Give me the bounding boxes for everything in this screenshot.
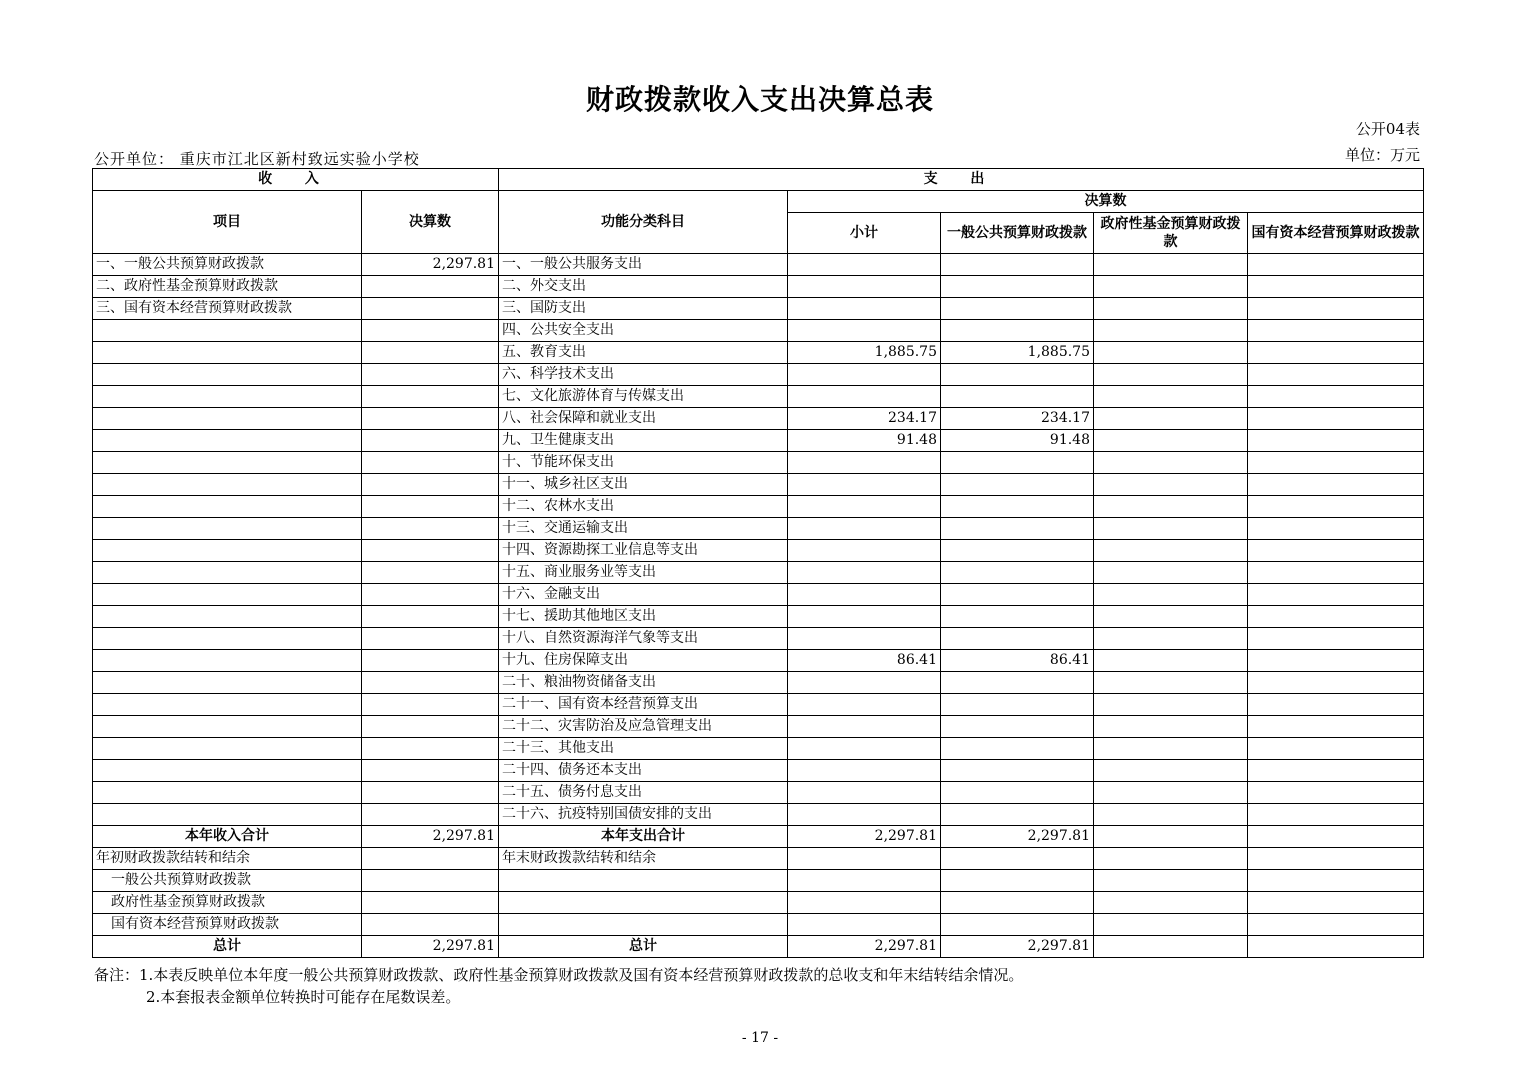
income-item — [93, 364, 362, 386]
income-amount — [362, 408, 499, 430]
table-row — [93, 804, 1424, 826]
state-capital-cell — [1248, 496, 1424, 518]
income-amount — [362, 298, 499, 320]
table-row — [93, 474, 1424, 496]
table-row — [93, 254, 1424, 276]
fund-budget-cell — [1094, 738, 1248, 760]
expense-total-label: 本年支出合计 — [499, 826, 788, 848]
state-capital-cell — [1248, 540, 1424, 562]
income-item — [93, 342, 362, 364]
income-item — [93, 452, 362, 474]
expense-item — [499, 892, 788, 914]
general-budget-cell — [941, 320, 1094, 342]
general-budget-cell — [941, 518, 1094, 540]
currency-unit: 单位：万元 — [1344, 146, 1420, 164]
fund-budget-cell — [1094, 826, 1248, 848]
notes — [94, 964, 1023, 1008]
carry-end-label: 年末财政拨款结转和结余 — [499, 848, 788, 870]
table-row — [93, 320, 1424, 342]
expense-header: 支 出 — [499, 169, 1424, 191]
state-capital-header: 国有资本经营预算财政拨款 — [1248, 213, 1424, 254]
income-item — [93, 386, 362, 408]
expense-item: 三、国防支出 — [499, 298, 788, 320]
income-amount — [362, 782, 499, 804]
income-item: 二、政府性基金预算财政拨款 — [93, 276, 362, 298]
subtotal-cell — [788, 298, 941, 320]
subtotal-cell — [788, 804, 941, 826]
general-budget-cell — [941, 584, 1094, 606]
income-amount — [362, 716, 499, 738]
income-total-label: 本年收入合计 — [93, 826, 362, 848]
income-item — [93, 408, 362, 430]
expense-item: 二十二、灾害防治及应急管理支出 — [499, 716, 788, 738]
income-amount — [362, 496, 499, 518]
table-row — [93, 342, 1424, 364]
subtotal-cell — [788, 452, 941, 474]
income-amount — [362, 562, 499, 584]
expense-item — [499, 870, 788, 892]
subtotal-cell: 91.48 — [788, 430, 941, 452]
subtotal-cell — [788, 496, 941, 518]
expense-item: 五、教育支出 — [499, 342, 788, 364]
fund-budget-cell — [1094, 254, 1248, 276]
income-amount — [362, 342, 499, 364]
state-capital-cell — [1248, 914, 1424, 936]
subtotal-cell — [788, 562, 941, 584]
fund-budget-cell — [1094, 342, 1248, 364]
general-budget-cell — [941, 892, 1094, 914]
function-header: 功能分类科目 — [499, 191, 788, 254]
fund-budget-cell — [1094, 276, 1248, 298]
fund-budget-cell — [1094, 562, 1248, 584]
income-amount — [362, 452, 499, 474]
grand-total-general: 2,297.81 — [941, 936, 1094, 958]
fund-budget-cell — [1094, 694, 1248, 716]
state-capital-cell — [1248, 782, 1424, 804]
state-capital-cell — [1248, 584, 1424, 606]
fund-budget-cell — [1094, 628, 1248, 650]
expense-item: 二、外交支出 — [499, 276, 788, 298]
expense-item: 十五、商业服务业等支出 — [499, 562, 788, 584]
fund-budget-cell — [1094, 408, 1248, 430]
income-item — [93, 782, 362, 804]
state-capital-cell — [1248, 386, 1424, 408]
state-capital-cell — [1248, 672, 1424, 694]
general-budget-cell — [941, 474, 1094, 496]
expense-item: 二十五、债务付息支出 — [499, 782, 788, 804]
page-number: - 17 - — [741, 1030, 779, 1046]
table-row — [93, 452, 1424, 474]
expense-item: 十、节能环保支出 — [499, 452, 788, 474]
state-capital-cell — [1248, 716, 1424, 738]
fund-budget-cell — [1094, 386, 1248, 408]
income-amount — [362, 628, 499, 650]
table-row — [93, 496, 1424, 518]
income-item — [93, 760, 362, 782]
subtotal-cell — [788, 320, 941, 342]
subtotal-cell — [788, 386, 941, 408]
year-total-row — [93, 826, 1424, 848]
subtotal-cell — [788, 540, 941, 562]
table-row — [93, 540, 1424, 562]
general-budget-cell — [941, 738, 1094, 760]
fund-budget-cell — [1094, 914, 1248, 936]
income-item — [93, 738, 362, 760]
income-item: 一、一般公共预算财政拨款 — [93, 254, 362, 276]
expense-item: 十二、农林水支出 — [499, 496, 788, 518]
subtotal-header: 小计 — [788, 213, 941, 254]
general-budget-cell — [941, 760, 1094, 782]
subtotal-cell — [788, 606, 941, 628]
subtotal-cell — [788, 848, 941, 870]
carry-sub-row — [93, 892, 1424, 914]
subtotal-cell — [788, 738, 941, 760]
fund-budget-cell — [1094, 936, 1248, 958]
fund-budget-cell — [1094, 892, 1248, 914]
income-item — [93, 694, 362, 716]
grand-total-amount: 2,297.81 — [362, 936, 499, 958]
general-budget-cell — [941, 298, 1094, 320]
subtotal-cell — [788, 474, 941, 496]
income-amount — [362, 320, 499, 342]
expense-item: 七、文化旅游体育与传媒支出 — [499, 386, 788, 408]
income-amount — [362, 518, 499, 540]
general-budget-cell: 1,885.75 — [941, 342, 1094, 364]
state-capital-cell — [1248, 628, 1424, 650]
expense-item: 十六、金融支出 — [499, 584, 788, 606]
subtotal-cell — [788, 364, 941, 386]
income-total-amount: 2,297.81 — [362, 826, 499, 848]
general-budget-cell — [941, 716, 1094, 738]
expense-item: 十九、住房保障支出 — [499, 650, 788, 672]
subtotal-cell — [788, 672, 941, 694]
subtotal-cell — [788, 276, 941, 298]
state-capital-cell — [1248, 430, 1424, 452]
general-budget-cell — [941, 562, 1094, 584]
general-budget-cell — [941, 254, 1094, 276]
expense-item: 十三、交通运输支出 — [499, 518, 788, 540]
table-row — [93, 518, 1424, 540]
table-row — [93, 584, 1424, 606]
state-capital-cell — [1248, 870, 1424, 892]
general-budget-cell — [941, 628, 1094, 650]
state-capital-cell — [1248, 276, 1424, 298]
general-budget-cell — [941, 496, 1094, 518]
state-capital-cell — [1248, 738, 1424, 760]
income-amount — [362, 848, 499, 870]
income-item — [93, 496, 362, 518]
table-row — [93, 738, 1424, 760]
header-row-1 — [93, 169, 1424, 191]
general-budget-cell — [941, 694, 1094, 716]
table-row — [93, 628, 1424, 650]
grand-total-label: 总计 — [93, 936, 362, 958]
subtotal-cell — [788, 518, 941, 540]
general-budget-cell: 234.17 — [941, 408, 1094, 430]
fund-budget-cell — [1094, 870, 1248, 892]
income-item — [93, 804, 362, 826]
income-amount — [362, 430, 499, 452]
general-budget-cell — [941, 782, 1094, 804]
subtotal-cell — [788, 254, 941, 276]
table-row — [93, 782, 1424, 804]
fund-budget-cell — [1094, 496, 1248, 518]
table-row — [93, 650, 1424, 672]
state-capital-cell — [1248, 650, 1424, 672]
table-row — [93, 716, 1424, 738]
table-row — [93, 760, 1424, 782]
expense-item: 二十一、国有资本经营预算支出 — [499, 694, 788, 716]
carry-begin-label: 年初财政拨款结转和结余 — [93, 848, 362, 870]
state-capital-cell — [1248, 342, 1424, 364]
table-row — [93, 562, 1424, 584]
general-budget-cell — [941, 452, 1094, 474]
subtotal-cell — [788, 782, 941, 804]
income-header: 收 入 — [93, 169, 499, 191]
income-item — [93, 628, 362, 650]
income-amount: 2,297.81 — [362, 254, 499, 276]
state-capital-cell — [1248, 562, 1424, 584]
state-capital-cell — [1248, 518, 1424, 540]
expense-item: 十四、资源勘探工业信息等支出 — [499, 540, 788, 562]
general-budget-total: 2,297.81 — [941, 826, 1094, 848]
table-row — [93, 694, 1424, 716]
fund-budget-cell — [1094, 540, 1248, 562]
income-amount — [362, 892, 499, 914]
expense-item: 二十六、抗疫特别国债安排的支出 — [499, 804, 788, 826]
table-number: 公开04表 — [1355, 120, 1420, 138]
expense-item: 九、卫生健康支出 — [499, 430, 788, 452]
subtotal-cell — [788, 628, 941, 650]
fund-budget-cell — [1094, 518, 1248, 540]
state-capital-cell — [1248, 936, 1424, 958]
fund-budget-cell — [1094, 650, 1248, 672]
general-budget-cell: 91.48 — [941, 430, 1094, 452]
fund-budget-cell — [1094, 804, 1248, 826]
expense-item: 八、社会保障和就业支出 — [499, 408, 788, 430]
grand-total-row — [93, 936, 1424, 958]
fund-budget-cell — [1094, 782, 1248, 804]
subtotal-cell: 234.17 — [788, 408, 941, 430]
general-budget-cell — [941, 870, 1094, 892]
general-budget-cell — [941, 540, 1094, 562]
table-row — [93, 606, 1424, 628]
carry-sub-label: 一般公共预算财政拨款 — [93, 870, 362, 892]
income-amount — [362, 540, 499, 562]
fund-budget-cell — [1094, 474, 1248, 496]
expense-item: 六、科学技术支出 — [499, 364, 788, 386]
income-item — [93, 606, 362, 628]
expense-item: 一、一般公共服务支出 — [499, 254, 788, 276]
subtotal-cell — [788, 892, 941, 914]
amount-header: 决算数 — [362, 191, 499, 254]
header-row-2 — [93, 191, 1424, 213]
income-amount — [362, 738, 499, 760]
state-capital-cell — [1248, 320, 1424, 342]
table-row — [93, 408, 1424, 430]
general-budget-cell — [941, 914, 1094, 936]
state-capital-cell — [1248, 364, 1424, 386]
general-budget-cell — [941, 804, 1094, 826]
income-item — [93, 474, 362, 496]
income-amount — [362, 276, 499, 298]
state-capital-cell — [1248, 254, 1424, 276]
carry-sub-row — [93, 914, 1424, 936]
income-amount — [362, 584, 499, 606]
fund-budget-cell — [1094, 298, 1248, 320]
carry-sub-label: 国有资本经营预算财政拨款 — [93, 914, 362, 936]
income-amount — [362, 760, 499, 782]
page-title: 财政拨款收入支出决算总表 — [585, 83, 934, 116]
subtotal-cell: 1,885.75 — [788, 342, 941, 364]
state-capital-cell — [1248, 606, 1424, 628]
income-item — [93, 540, 362, 562]
grand-total-subtotal: 2,297.81 — [788, 936, 941, 958]
general-budget-cell — [941, 364, 1094, 386]
fund-budget-header: 政府性基金预算财政拨款 — [1094, 213, 1248, 254]
note-1: 备注：1.本表反映单位本年度一般公共预算财政拨款、政府性基金预算财政拨款及国有资本经营预算财政拨款的总收支和年末结转结余情况。 — [94, 966, 1024, 984]
expense-item: 四、公共安全支出 — [499, 320, 788, 342]
grand-total-expense-label: 总计 — [499, 936, 788, 958]
carry-row — [93, 848, 1424, 870]
fund-budget-cell — [1094, 364, 1248, 386]
expense-item: 十八、自然资源海洋气象等支出 — [499, 628, 788, 650]
general-budget-cell — [941, 606, 1094, 628]
state-capital-cell — [1248, 892, 1424, 914]
state-capital-cell — [1248, 298, 1424, 320]
fund-budget-cell — [1094, 672, 1248, 694]
expense-item: 二十四、债务还本支出 — [499, 760, 788, 782]
expense-item: 二十、粮油物资储备支出 — [499, 672, 788, 694]
income-amount — [362, 606, 499, 628]
general-budget-cell — [941, 276, 1094, 298]
fund-budget-cell — [1094, 452, 1248, 474]
expense-item: 二十三、其他支出 — [499, 738, 788, 760]
general-budget-cell — [941, 386, 1094, 408]
income-amount — [362, 650, 499, 672]
income-amount — [362, 694, 499, 716]
income-amount — [362, 364, 499, 386]
carry-sub-label: 政府性基金预算财政拨款 — [93, 892, 362, 914]
fund-budget-cell — [1094, 760, 1248, 782]
income-item — [93, 584, 362, 606]
state-capital-cell — [1248, 848, 1424, 870]
state-capital-cell — [1248, 694, 1424, 716]
income-item — [93, 320, 362, 342]
table-row — [93, 672, 1424, 694]
subtotal-cell — [788, 584, 941, 606]
income-amount — [362, 870, 499, 892]
state-capital-cell — [1248, 452, 1424, 474]
table-row — [93, 276, 1424, 298]
reporting-unit: 公开单位： 重庆市江北区新村致远实验小学校 — [94, 150, 420, 168]
table-row — [93, 364, 1424, 386]
expense-item: 十一、城乡社区支出 — [499, 474, 788, 496]
income-item — [93, 518, 362, 540]
budget-table — [92, 168, 1424, 958]
subtotal-cell: 86.41 — [788, 650, 941, 672]
income-amount — [362, 474, 499, 496]
subtotal-cell — [788, 694, 941, 716]
fund-budget-cell — [1094, 848, 1248, 870]
table-row — [93, 430, 1424, 452]
state-capital-cell — [1248, 804, 1424, 826]
income-item — [93, 430, 362, 452]
income-amount — [362, 804, 499, 826]
item-header: 项目 — [93, 191, 362, 254]
income-item — [93, 672, 362, 694]
income-item: 三、国有资本经营预算财政拨款 — [93, 298, 362, 320]
state-capital-cell — [1248, 760, 1424, 782]
subtotal-cell — [788, 760, 941, 782]
state-capital-cell — [1248, 474, 1424, 496]
fund-budget-cell — [1094, 430, 1248, 452]
general-budget-cell — [941, 672, 1094, 694]
subtotal-cell — [788, 914, 941, 936]
final-header: 决算数 — [788, 191, 1424, 213]
income-amount — [362, 386, 499, 408]
fund-budget-cell — [1094, 584, 1248, 606]
income-item — [93, 716, 362, 738]
expense-item: 十七、援助其他地区支出 — [499, 606, 788, 628]
subtotal-cell — [788, 870, 941, 892]
fund-budget-cell — [1094, 606, 1248, 628]
carry-sub-row — [93, 870, 1424, 892]
general-budget-cell: 86.41 — [941, 650, 1094, 672]
fund-budget-cell — [1094, 320, 1248, 342]
general-budget-header: 一般公共预算财政拨款 — [941, 213, 1094, 254]
income-item — [93, 562, 362, 584]
expense-item — [499, 914, 788, 936]
table-row — [93, 386, 1424, 408]
fund-budget-cell — [1094, 716, 1248, 738]
general-budget-cell — [941, 848, 1094, 870]
income-amount — [362, 914, 499, 936]
subtotal-cell — [788, 716, 941, 738]
state-capital-cell — [1248, 826, 1424, 848]
note-2: 2.本套报表金额单位转换时可能存在尾数误差。 — [146, 988, 461, 1006]
income-item — [93, 650, 362, 672]
state-capital-cell — [1248, 408, 1424, 430]
subtotal-total: 2,297.81 — [788, 826, 941, 848]
income-amount — [362, 672, 499, 694]
table-row — [93, 298, 1424, 320]
